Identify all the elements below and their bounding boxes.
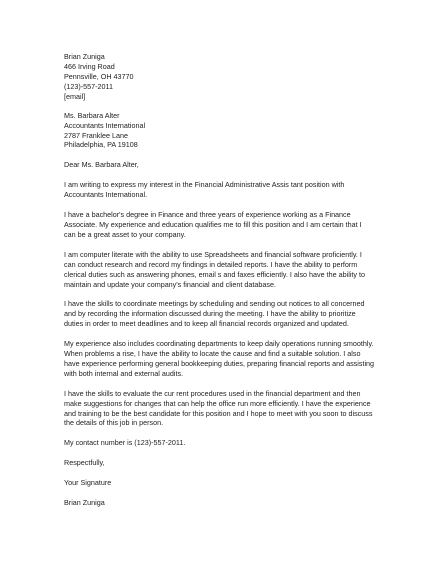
paragraph-line: duties in order to meet deadlines and to keep all financial records organized and updated. bbox=[64, 319, 349, 329]
paragraph-line: Associate. My experience and education qualifies me to fill this position and I am certain that I bbox=[64, 219, 362, 229]
cover-letter bbox=[64, 52, 394, 508]
recipient-city: Philadelphia, PA 19108 bbox=[64, 140, 138, 150]
paragraph-line: clerical duties such as answering phones, email s and faxes efficiently. I also have the ability to bbox=[64, 269, 365, 279]
paragraph-line: the details of this job in person. bbox=[64, 418, 164, 428]
paragraph-line: make suggestions for changes that can help the office run more efficiently. I have the experience bbox=[64, 398, 371, 408]
paragraph-line: and by recording the information discussed during the meeting. I have the ability to prioritize bbox=[64, 309, 356, 319]
recipient-company: Accountants International bbox=[64, 120, 146, 130]
paragraph-line: have experience performing general bookkeeping duties, preparing financial reports and assisting bbox=[64, 358, 375, 368]
sender-email: [email] bbox=[64, 91, 86, 101]
paragraph-line: maintain and update your company's financial and client database. bbox=[64, 279, 276, 289]
body-paragraph bbox=[64, 180, 394, 200]
spacer bbox=[64, 102, 394, 111]
recipient-street: 2787 Franklee Lane bbox=[64, 130, 128, 140]
paragraph-line: with both internal and external audits. bbox=[64, 368, 184, 378]
sender-street: 466 Irving Road bbox=[64, 61, 115, 71]
body-paragraph bbox=[64, 389, 394, 429]
paragraph-line: When problems a rise, I have the ability to locate the cause and find a suitable solution. I also bbox=[64, 349, 361, 359]
body-paragraph bbox=[64, 250, 394, 290]
body-paragraph bbox=[64, 498, 394, 508]
sender-phone: (123)-557-2011 bbox=[64, 81, 114, 91]
paragraph-line: I have a bachelor's degree in Finance and three years of experience working as a Finance bbox=[64, 210, 351, 220]
paragraph-line: I am writing to express my interest in the Financial Administrative Assis tant position with bbox=[64, 180, 345, 190]
body-paragraph bbox=[64, 438, 394, 448]
body-paragraph bbox=[64, 299, 394, 329]
salutation: Dear Ms. Barbara Alter, bbox=[64, 160, 139, 170]
sender-address bbox=[64, 52, 394, 102]
body-paragraph bbox=[64, 339, 394, 379]
paragraph-line: Respectfully, bbox=[64, 458, 105, 468]
paragraph-line: My experience also includes coordinating departments to keep daily operations running smoothly. bbox=[64, 339, 374, 349]
paragraph-line: I have the skills to evaluate the cur rent procedures used in the financial department and then bbox=[64, 388, 361, 398]
paragraph-line: Your Signature bbox=[64, 478, 112, 488]
letter-body bbox=[64, 180, 394, 508]
paragraph-line: and training to be the best candidate for this position and I hope to meet with you soon to discuss bbox=[64, 408, 373, 418]
paragraph-line: can conduct research and record my findings in detailed reports. I have the ability to perform bbox=[64, 259, 358, 269]
paragraph-line: can be a great asset to your company. bbox=[64, 229, 186, 239]
recipient-address bbox=[64, 111, 394, 151]
paragraph-line: I have the skills to coordinate meetings by scheduling and sending out notices to all concerned bbox=[64, 299, 365, 309]
body-paragraph bbox=[64, 478, 394, 488]
paragraph-line: Accountants International. bbox=[64, 190, 148, 200]
recipient-name: Ms. Barbara Alter bbox=[64, 110, 120, 120]
paragraph-line: Brian Zuniga bbox=[64, 498, 105, 508]
sender-name: Brian Zuniga bbox=[64, 52, 105, 61]
paragraph-line: My contact number is (123)-557-2011. bbox=[64, 438, 186, 448]
paragraph-line: I am computer literate with the ability to use Spreadsheets and financial software proficiently. I bbox=[64, 249, 362, 259]
body-paragraph bbox=[64, 458, 394, 468]
body-paragraph bbox=[64, 210, 394, 240]
sender-city: Pennsville, OH 43770 bbox=[64, 71, 134, 81]
